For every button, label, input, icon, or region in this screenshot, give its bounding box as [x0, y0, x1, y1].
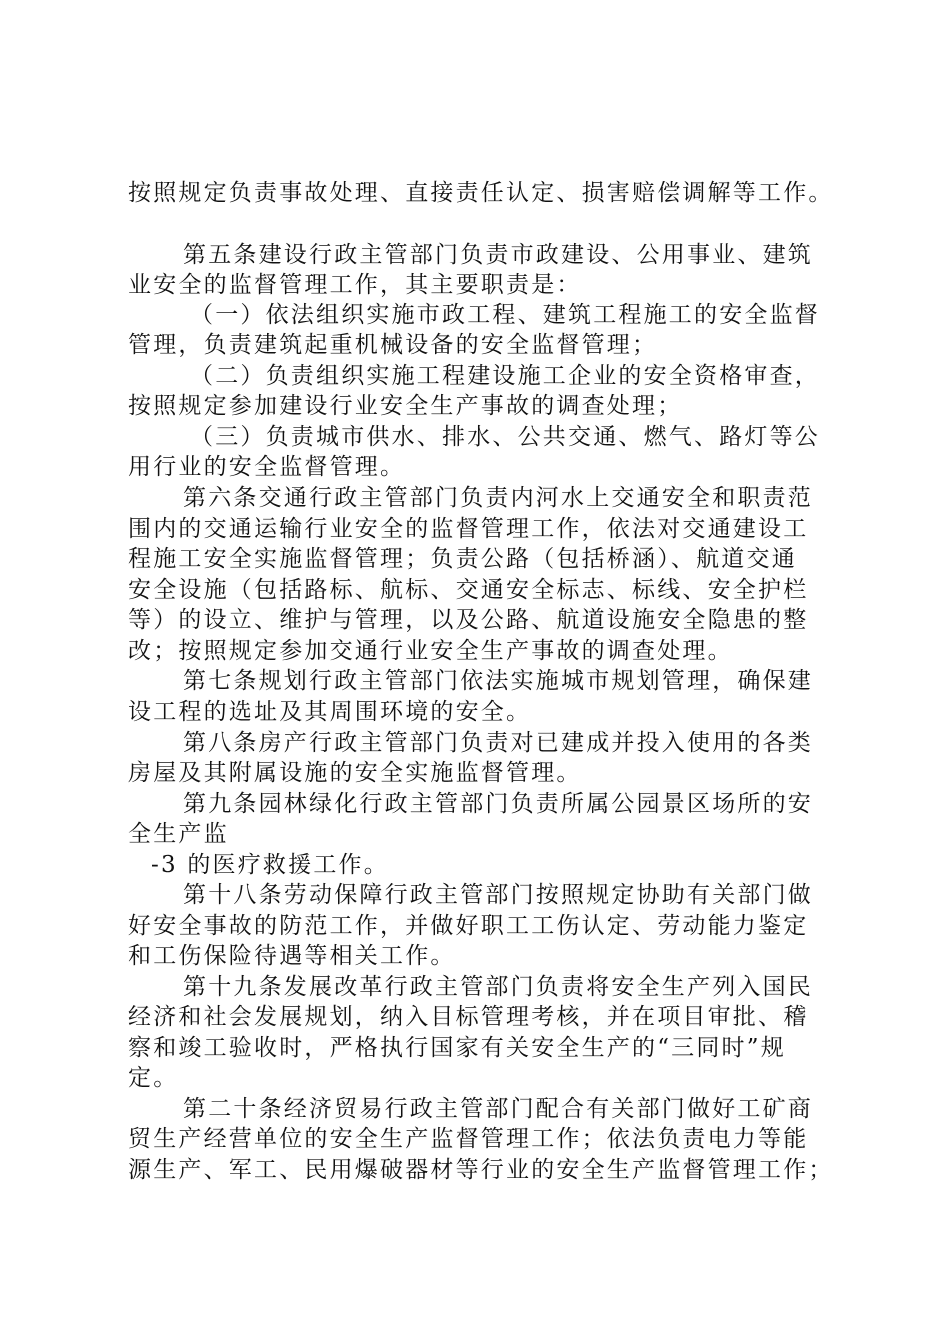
text-line: 按照规定负责事故处理、直接责任认定、损害赔偿调解等工作。 [128, 180, 834, 206]
text-line: 用行业的安全监督管理。 [128, 454, 406, 480]
text-line: 好安全事故的防范工作，并做好职工工伤认定、劳动能力鉴定 [128, 913, 809, 939]
text-line: 围内的交通运输行业安全的监督管理工作，依法对交通建设工 [128, 516, 809, 542]
text-line: 贸生产经营单位的安全生产监督管理工作；依法负责电力等能 [128, 1126, 809, 1152]
text-line: 察和竣工验收时，严格执行国家有关安全生产的“三同时”规 [128, 1035, 786, 1061]
text-line: 管理，负责建筑起重机械设备的安全监督管理； [128, 332, 658, 358]
text-line: 和工伤保险待遇等相关工作。 [128, 943, 456, 969]
text-line: 按照规定参加建设行业安全生产事故的调查处理； [128, 393, 683, 419]
text-line: 源生产、军工、民用爆破器材等行业的安全生产监督管理工作； [128, 1157, 834, 1183]
clause-3-line: （三）负责城市供水、排水、公共交通、燃气、路灯等公 [190, 424, 820, 450]
clause-2-line: （二）负责组织实施工程建设施工企业的安全资格审查， [190, 363, 820, 389]
article-6-heading-line: 第六条交通行政主管部门负责内河水上交通安全和职责范 [183, 485, 813, 511]
text-line: 程施工安全实施监督管理；负责公路（包括桥涵）、航道交通 [128, 546, 797, 572]
article-9-heading-line: 第九条园林绿化行政主管部门负责所属公园景区场所的安 [183, 791, 813, 817]
text-line: 全生产监 [128, 821, 229, 847]
text-line: 业安全的监督管理工作，其主要职责是： [128, 272, 582, 298]
text-line: 经济和社会发展规划，纳入目标管理考核，并在项目审批、稽 [128, 1004, 809, 1030]
article-20-heading-line: 第二十条经济贸易行政主管部门配合有关部门做好工矿商 [183, 1096, 813, 1122]
article-19-heading-line: 第十九条发展改革行政主管部门负责将安全生产列入国民 [183, 974, 813, 1000]
article-5-heading-line: 第五条建设行政主管部门负责市政建设、公用事业、建筑 [183, 242, 813, 268]
text-line: 房屋及其附属设施的安全实施监督管理。 [128, 760, 582, 786]
clause-1-line: （一）依法组织实施市政工程、建筑工程施工的安全监督 [190, 302, 820, 328]
page-break-fragment-line: -3 的医疗救援工作。 [151, 852, 389, 878]
article-8-heading-line: 第八条房产行政主管部门负责对已建成并投入使用的各类 [183, 730, 813, 756]
text-line: 等）的设立、维护与管理，以及公路、航道设施安全隐患的整 [128, 607, 809, 633]
text-line: 安全设施（包括路标、航标、交通安全标志、标线、安全护栏 [128, 577, 809, 603]
text-line: 定。 [128, 1065, 179, 1091]
article-7-heading-line: 第七条规划行政主管部门依法实施城市规划管理，确保建 [183, 668, 813, 694]
article-18-heading-line: 第十八条劳动保障行政主管部门按照规定协助有关部门做 [183, 882, 813, 908]
text-line: 改；按照规定参加交通行业安全生产事故的调查处理。 [128, 638, 733, 664]
text-line: 设工程的选址及其周围环境的安全。 [128, 699, 532, 725]
